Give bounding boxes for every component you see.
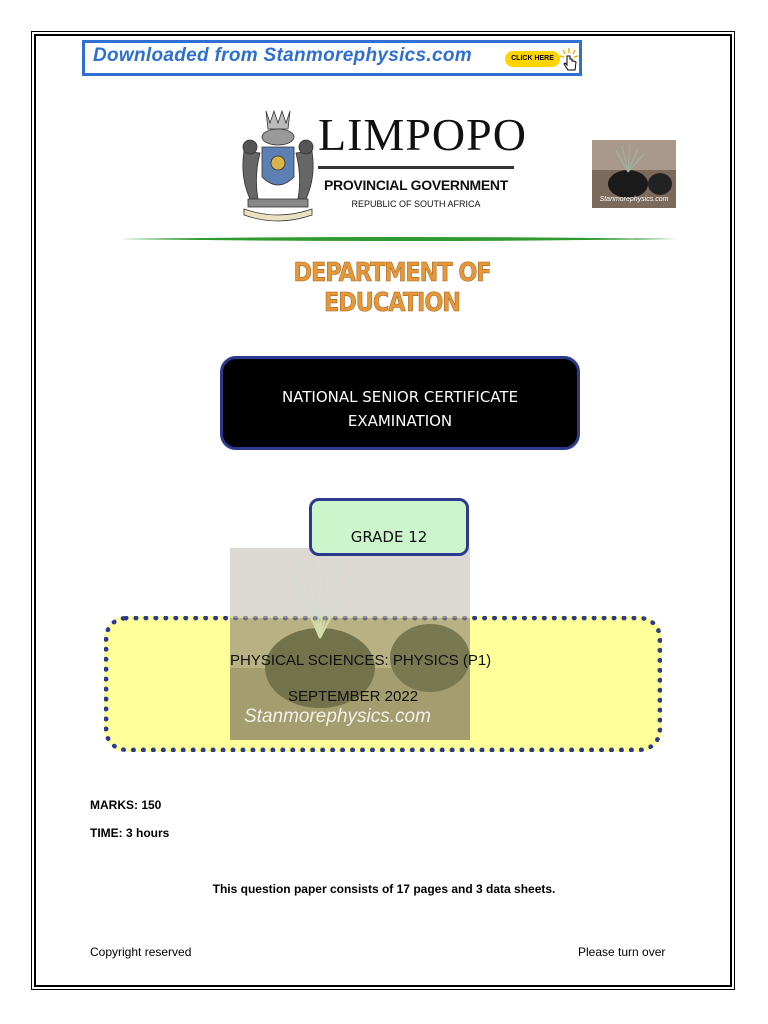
logo-tagline: REPUBLIC OF SOUTH AFRICA [351,199,481,209]
exam-title-line1: NATIONAL SENIOR CERTIFICATE [281,388,519,406]
coat-of-arms-icon [236,107,316,225]
logo-subtitle: PROVINCIAL GOVERNMENT [323,177,508,193]
watermark-caption: Stanmorephysics.com [244,706,431,727]
green-divider-line [122,236,678,242]
click-here-button[interactable]: CLICK HERE [505,51,560,67]
thumbnail-caption: Stanmorephysics.com [599,196,669,203]
department-heading: DEPARTMENT OF EDUCATION [293,258,491,318]
download-banner[interactable] [82,40,582,76]
time-label: TIME: 3 hours [90,826,170,840]
marks-label: MARKS: 150 [90,798,162,812]
exam-session: SEPTEMBER 2022 [288,688,419,705]
pointer-hand-icon [557,47,579,71]
footer-copyright: Copyright reserved [90,945,192,959]
logo-divider [318,166,514,169]
banner-text[interactable]: Downloaded from Stanmorephysics.com [93,45,472,66]
grade-box: GRADE 12 [309,498,469,556]
pages-note: This question paper consists of 17 pages and 3 data sheets. [212,882,556,896]
exam-title-line2: EXAMINATION [347,412,453,430]
exam-title-box [220,356,580,450]
logo-title: LIMPOPO [318,109,527,160]
subject-title: PHYSICAL SCIENCES: PHYSICS (P1) [230,652,492,669]
footer-turn-over: Please turn over [578,945,666,959]
